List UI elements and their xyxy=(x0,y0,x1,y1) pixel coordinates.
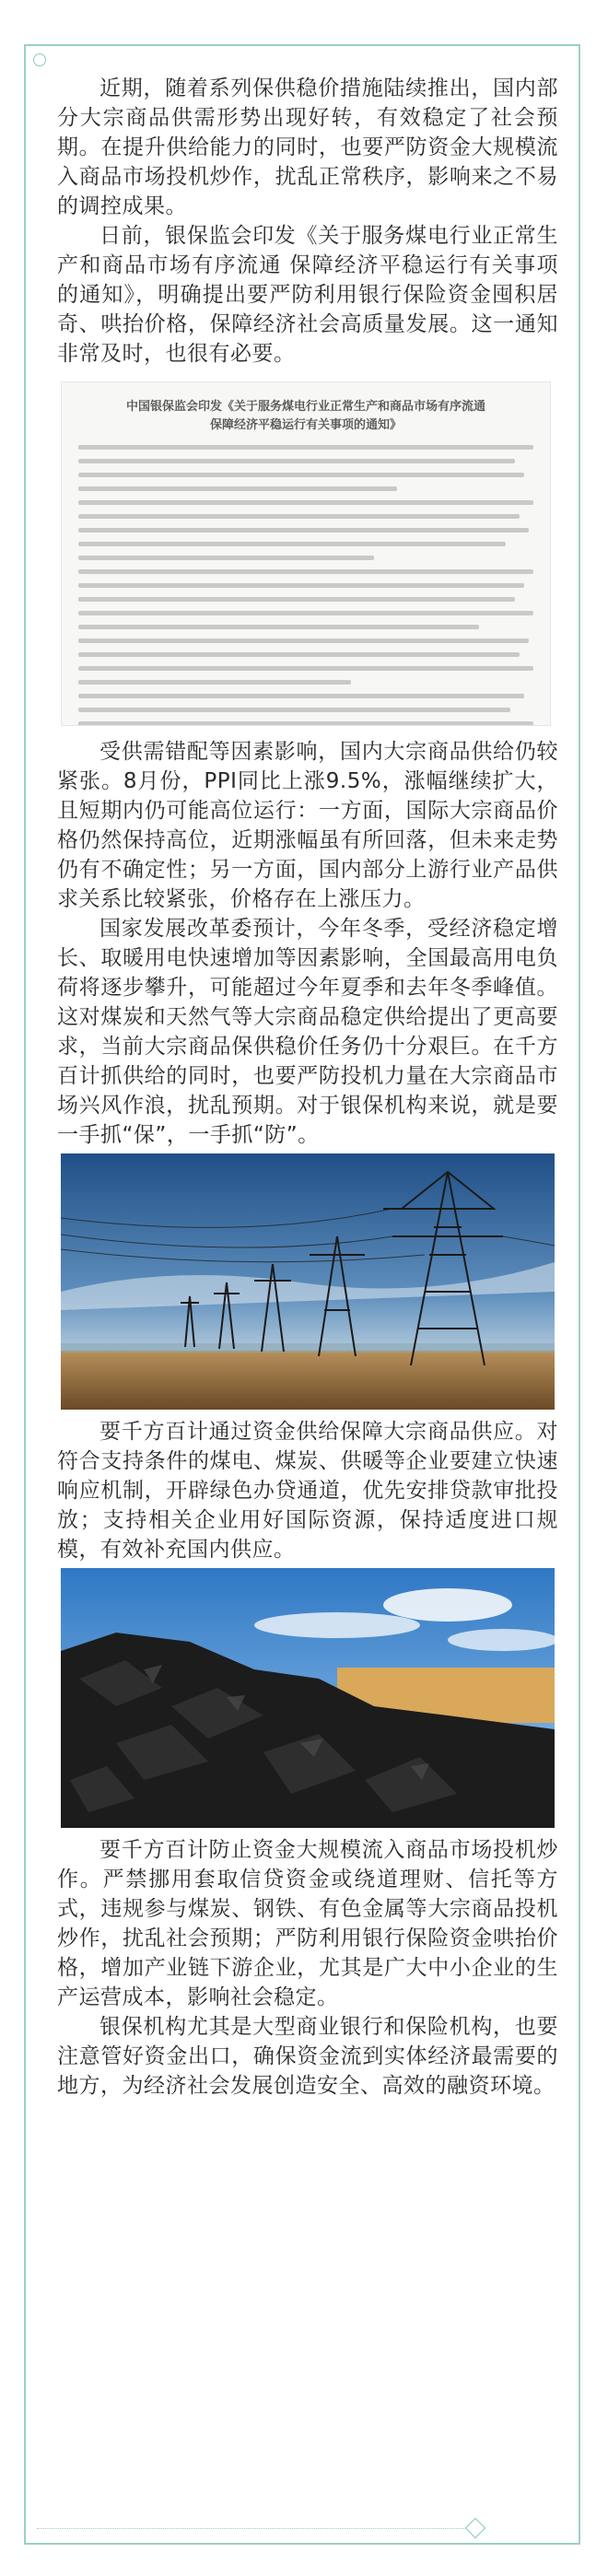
notice-title-line-1: 中国银保监会印发《关于服务煤电行业正常生产和商品市场有序流通 xyxy=(125,400,485,414)
coal-pile-photo xyxy=(61,1568,555,1828)
notice-text-line xyxy=(78,556,374,560)
notice-text-line xyxy=(78,652,520,657)
notice-text-line xyxy=(78,500,533,505)
notice-text-line xyxy=(78,445,533,450)
notice-text-line xyxy=(78,473,524,477)
notice-text-line xyxy=(78,542,506,546)
power-lines-photo xyxy=(61,1153,555,1410)
notice-text-line xyxy=(78,625,479,629)
notice-text-line xyxy=(78,459,515,463)
notice-text-line xyxy=(78,680,351,685)
notice-document-image xyxy=(61,381,551,726)
paragraph-2: 日前，银保监会印发《关于服务煤电行业正常生产和商品市场有序流通 保障经济平稳运行有关事项的通知》，明确提出要严防利用银行保险资金囤积居奇、哄抬价格，保障经济社会高质量发展。这一通知非常及时，也很有必要。 xyxy=(57,224,558,366)
paragraph-3: 受供需错配等因素影响，国内大宗商品供给仍较紧张。8月份，PPI同比上涨9.5%，涨幅继续扩大，且短期内仍可能高位运行：一方面，国际大宗商品价格仍然保持高位，近期涨幅虽有所回落，但未来走势仍有不确定性；另一方面，国内部分上游行业产品供求关系比较紧张，价格存在上涨压力。 xyxy=(57,740,558,911)
corner-ring-ornament xyxy=(33,53,46,66)
dotted-divider xyxy=(37,2528,470,2529)
notice-text-line xyxy=(78,583,524,588)
notice-text-line xyxy=(78,694,524,698)
notice-text-line xyxy=(78,666,533,671)
notice-text-line xyxy=(78,486,397,491)
article-body xyxy=(57,74,558,2101)
notice-text-line xyxy=(78,597,515,602)
paragraph-6: 要千方百计防止资金大规模流入商品市场投机炒作。严禁挪用套取信贷资金或绕道理财、信托等方式，违规参与煤炭、钢铁、有色金属等大宗商品投机炒作，扰乱社会预期；严防利用银行保险资金哄抬价格，增加产业链下游企业，尤其是广大中小企业的生产运营成本，影响社会稳定。 xyxy=(57,1838,558,2009)
notice-body-text xyxy=(78,445,533,726)
notice-text-line xyxy=(78,638,529,643)
paragraph-7: 银保机构尤其是大型商业银行和保险机构，也要注意管好资金出口，确保资金流到实体经济最需要的地方，为经济社会发展创造安全、高效的融资环境。 xyxy=(57,2015,558,2098)
notice-text-line xyxy=(78,569,533,574)
notice-title-line-2: 保障经济平稳运行有关事项的通知》 xyxy=(209,418,402,432)
notice-text-line xyxy=(78,708,510,712)
notice-text-line xyxy=(78,611,533,615)
notice-text-line xyxy=(78,528,529,533)
coal-illustration xyxy=(61,1568,555,1828)
paragraph-4: 国家发展改革委预计，今年冬季，受经济稳定增长、取暖用电快速增加等因素影响，全国最高用电负荷将逐步攀升，可能超过今年夏季和去年冬季峰值。这对煤炭和天然气等大宗商品稳定供给提出了更高要求，当前大宗商品保供稳价任务仍十分艰巨。在千方百计抓供给的同时，也要严防投机力量在大宗商品市场兴风作浪，扰乱预期。对于银保机构来说，就是要一手抓“保”，一手抓“防”。 xyxy=(57,917,558,1147)
notice-text-line xyxy=(78,721,533,726)
notice-text-line xyxy=(78,514,520,519)
paragraph-5: 要千方百计通过资金供给保障大宗商品供应。对符合支持条件的煤电、煤炭、供暖等企业要建立快速响应机制，开辟绿色办贷通道，优先安排贷款审批投放；支持相关企业用好国际资源，保持适度进口规模，有效补充国内供应。 xyxy=(57,1420,558,1562)
power-tower-illustration xyxy=(61,1153,555,1410)
paragraph-1: 近期，随着系列保供稳价措施陆续推出，国内部分大宗商品供需形势出现好转，有效稳定了社会预期。在提升供给能力的同时，也要严防资金大规模流入商品市场投机炒作，扰乱正常秩序，影响来之不易的调控成果。 xyxy=(57,76,558,218)
